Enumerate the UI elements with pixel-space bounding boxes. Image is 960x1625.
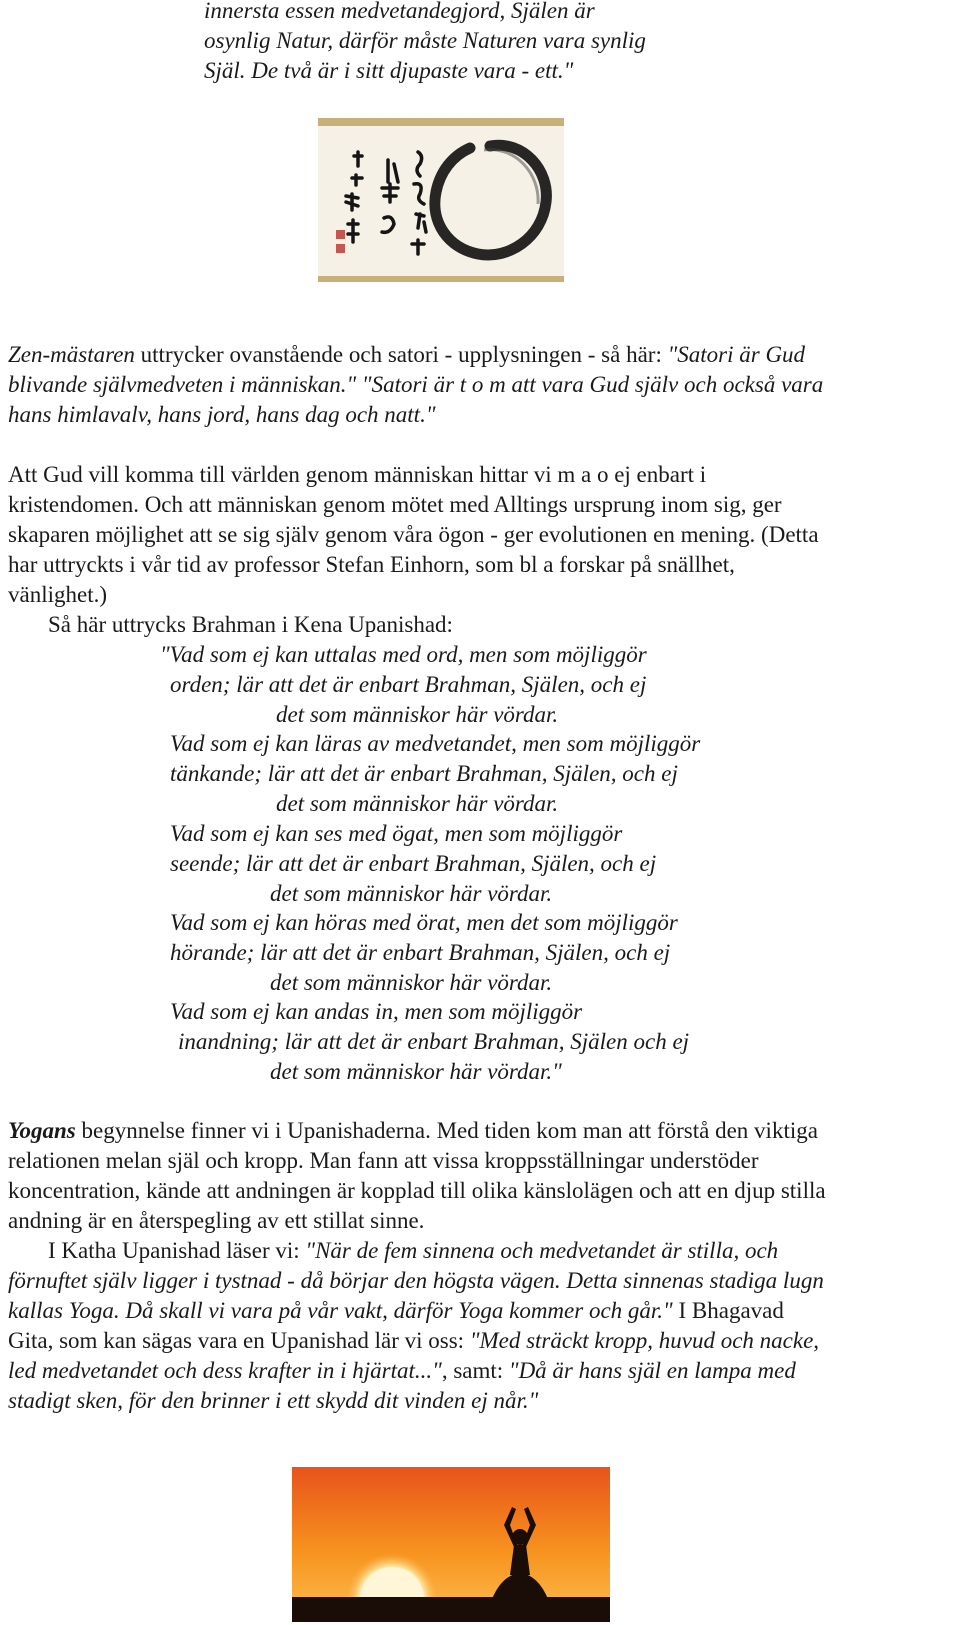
kena-line: det som människor här vördar.: [270, 881, 553, 906]
kena-line: orden; lär att det är enbart Brahman, Själen, och ej: [170, 672, 647, 697]
kena-line: det som människor här vördar.": [270, 1059, 562, 1084]
paragraph-line: blivande självmedveten i människan." "Satori är t o m att vara Gud själv och också vara: [8, 372, 824, 397]
paragraph-line: kallas Yoga. Då skall vi vara på vår vakt, därför Yoga kommer och går." I Bhagavad: [8, 1298, 784, 1323]
paragraph-line: förnuftet själv ligger i tystnad - då börjar den högsta vägen. Detta sinnenas stadiga lugn: [8, 1268, 824, 1293]
kena-line: inandning; lär att det är enbart Brahman, Själen och ej: [178, 1029, 690, 1054]
paragraph-line: vänlighet.): [8, 582, 107, 607]
kena-line: tänkande; lär att det är enbart Brahman, Själen, och ej: [170, 761, 678, 786]
paragraph-line: skaparen möjlighet att se sig själv genom våra ögon - ger evolutionen en mening. (Detta: [8, 522, 819, 547]
paragraph-line: Gita, som kan sägas vara en Upanishad lär vi oss: "Med sträckt kropp, huvud och nacke,: [8, 1328, 820, 1353]
paragraph-line: hans himlavalv, hans jord, hans dag och natt.": [8, 402, 436, 427]
paragraph-line: kristendomen. Och att människan genom mötet med Alltings ursprung inom sig, ger: [8, 492, 782, 517]
kena-line: "Vad som ej kan uttalas med ord, men som möjliggör: [160, 642, 647, 667]
enso-calligraphy-image: [318, 118, 564, 282]
kena-line: Vad som ej kan höras med örat, men det som möjliggör: [170, 910, 678, 935]
kena-line: det som människor här vördar.: [270, 970, 553, 995]
yoga-sunset-image: [292, 1467, 610, 1622]
kena-line: hörande; lär att det är enbart Brahman, Själen, och ej: [170, 940, 671, 965]
kena-line: Vad som ej kan andas in, men som möjliggör: [170, 999, 583, 1024]
kena-line: det som människor här vördar.: [276, 791, 559, 816]
paragraph-line: Yogans begynnelse finner vi i Upanishaderna. Med tiden kom man att förstå den viktiga: [8, 1118, 818, 1143]
kena-line: Vad som ej kan ses med ögat, men som möjliggör: [170, 821, 623, 846]
kena-line: Vad som ej kan läras av medvetandet, men som möjliggör: [170, 731, 701, 756]
paragraph-line: Att Gud vill komma till världen genom människan hittar vi m a o ej enbart i: [8, 462, 707, 487]
kena-line: det som människor här vördar.: [276, 702, 559, 727]
enso-calligraphy-icon: [318, 126, 564, 276]
paragraph-line: Så här uttrycks Brahman i Kena Upanishad:: [48, 612, 453, 637]
paragraph-line: relationen melan själ och kropp. Man fann att vissa kroppsställningar understöder: [8, 1148, 759, 1173]
paragraph-line: andning är en återspegling av ett stillat sinne.: [8, 1208, 425, 1233]
quote-line: innersta essen medvetandegjord, Själen är: [204, 0, 595, 23]
paragraph-line: har uttryckts i vår tid av professor Stefan Einhorn, som bl a forskar på snällhet,: [8, 552, 735, 577]
quote-line: Själ. De två är i sitt djupaste vara - ett.": [204, 58, 574, 83]
paragraph-line: led medvetandet och dess krafter in i hjärtat...", samt: "Då är hans själ en lampa med: [8, 1358, 796, 1383]
paragraph-line: Zen-mästaren uttrycker ovanstående och satori - upplysningen - så här: "Satori är Gud: [8, 342, 806, 367]
yoga-silhouette-sunset-icon: [292, 1467, 610, 1622]
kena-line: seende; lär att det är enbart Brahman, Själen, och ej: [170, 851, 657, 876]
paragraph-line: I Katha Upanishad läser vi: "När de fem sinnena och medvetandet är stilla, och: [48, 1238, 779, 1263]
paragraph-line: stadigt sken, för den brinner i ett skydd dit vinden ej når.": [8, 1388, 539, 1413]
quote-line: osynlig Natur, därför måste Naturen vara synlig: [204, 28, 646, 53]
paragraph-line: koncentration, kände att andningen är kopplad till olika känslolägen och att en djup stilla: [8, 1178, 826, 1203]
